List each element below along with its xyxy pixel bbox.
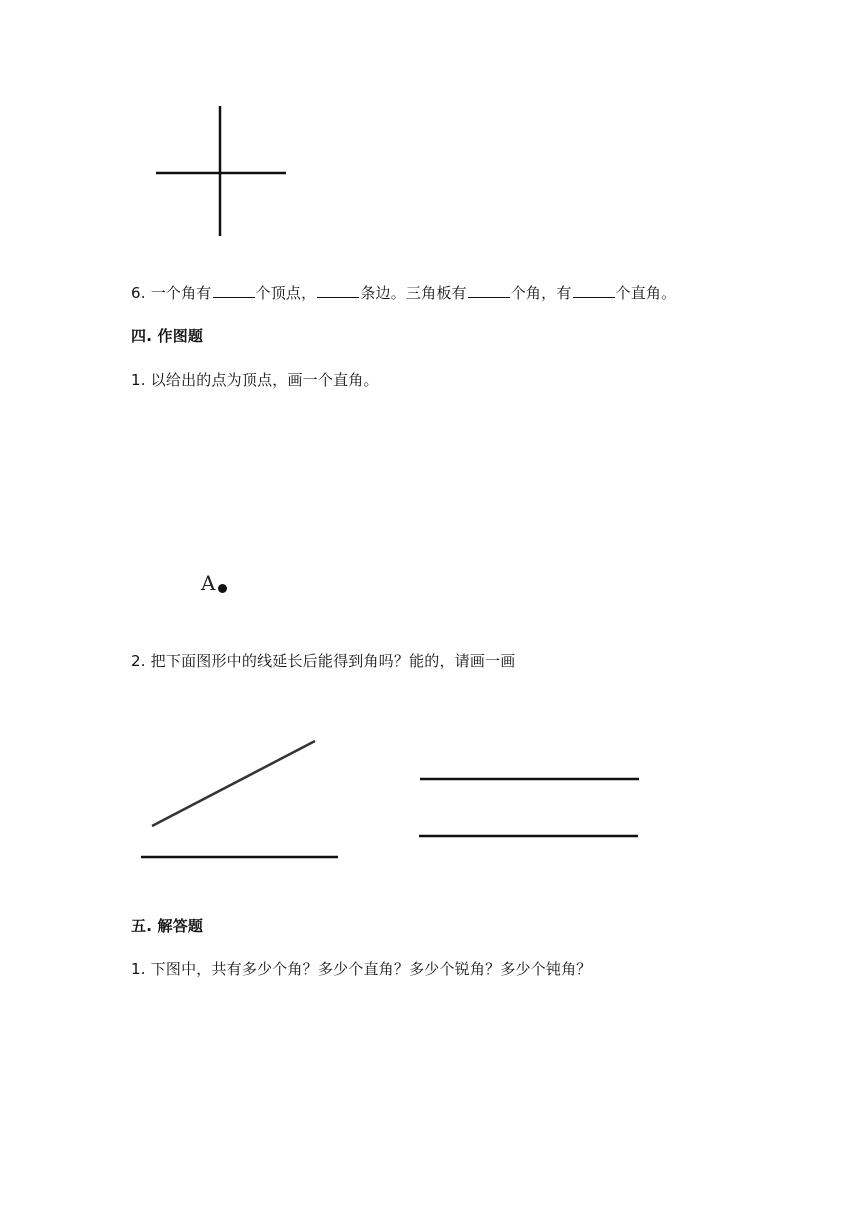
point-a-label: A	[201, 571, 216, 595]
question-text-part: 个角，有	[510, 284, 572, 302]
section-5-question-1: 1. 下图中，共有多少个角？多少个直角？多少个锐角？多少个钝角？	[131, 960, 592, 978]
section-5-title: 五. 解答题	[131, 917, 204, 935]
question-text-part: 一个角有	[150, 284, 212, 302]
question-text-part: 个直角。	[615, 284, 677, 302]
section-4-question-1: 1. 以给出的点为顶点，画一个直角。	[131, 371, 379, 389]
slanted-line	[152, 741, 315, 826]
section-4-question-2: 2. 把下面图形中的线延长后能得到角吗？能的，请画一画	[131, 652, 516, 670]
question-text-part: 个顶点，	[255, 284, 317, 302]
question-number: 6.	[131, 284, 146, 302]
question-text-part: 条边。三角板有	[360, 284, 467, 302]
section-4-title: 四. 作图题	[131, 327, 204, 345]
